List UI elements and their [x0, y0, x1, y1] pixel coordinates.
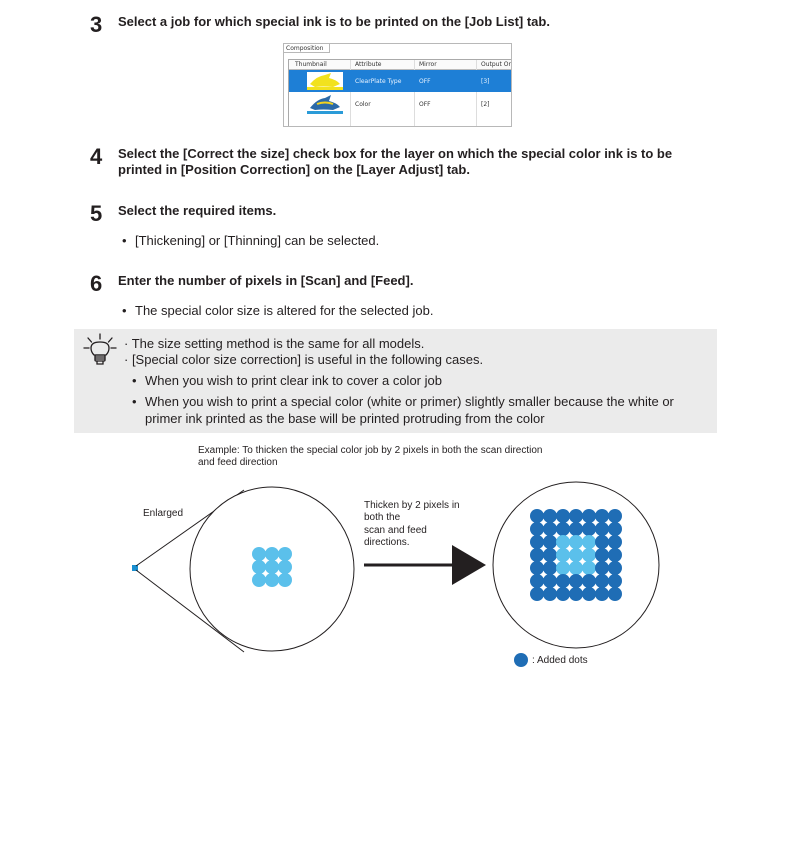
added-dot — [556, 587, 570, 601]
figure-caption-line2: and feed direction — [198, 457, 278, 468]
added-dot — [530, 548, 544, 562]
step-6-number: 6 — [90, 271, 103, 296]
original-dot — [252, 573, 266, 587]
added-dot — [582, 509, 596, 523]
tip-line-1: · The size setting method is the same for all models. — [124, 336, 425, 351]
added-dot — [530, 587, 544, 601]
added-dot — [595, 509, 609, 523]
step-5-title: Select the required items. — [118, 203, 277, 218]
added-dot — [543, 574, 557, 588]
added-dot — [569, 574, 583, 588]
legend-dot — [514, 653, 528, 667]
added-dot — [556, 522, 570, 536]
added-dot — [608, 561, 622, 575]
row-1-mirror: OFF — [419, 78, 431, 85]
original-dot — [265, 547, 279, 561]
step-3-title: Select a job for which special ink is to be printed on the [Job List] tab. — [118, 14, 550, 29]
tip-box — [74, 329, 717, 433]
original-dot — [278, 547, 292, 561]
added-dot — [543, 535, 557, 549]
column-header-thumbnail: Thumbnail — [295, 61, 327, 68]
added-dot — [595, 548, 609, 562]
added-dot — [543, 561, 557, 575]
step-6-title: Enter the number of pixels in [Scan] and [Feed]. — [118, 273, 414, 288]
job-list-grid — [288, 59, 512, 127]
step-4-title-line1: Select the [Correct the size] check box for the layer on which the special color ink is to be — [118, 146, 673, 161]
added-dot — [543, 548, 557, 562]
original-dot — [556, 535, 570, 549]
tip-line-2: · [Special color size correction] is useful in the following cases. — [124, 352, 484, 367]
original-dot — [569, 535, 583, 549]
column-header-attribute: Attribute — [355, 61, 382, 68]
original-dot — [252, 560, 266, 574]
added-dot — [530, 509, 544, 523]
added-dot — [543, 509, 557, 523]
row-2-output: [2] — [481, 101, 490, 108]
original-dot — [265, 560, 279, 574]
row-1-attribute: ClearPlate Type — [355, 78, 402, 85]
column-header-output: Output Or — [481, 61, 511, 68]
thicken-label-line3: scan and feed — [364, 525, 427, 536]
added-dot — [569, 587, 583, 601]
added-dot — [608, 522, 622, 536]
tip-bullet-1: • When you wish to print clear ink to cover a color job — [145, 373, 442, 389]
thicken-label-line1: Thicken by 2 pixels in — [364, 500, 460, 511]
original-dot — [582, 535, 596, 549]
step-5-number: 5 — [90, 201, 103, 226]
original-dot — [265, 573, 279, 587]
added-dot — [608, 535, 622, 549]
job-list-screenshot — [283, 43, 512, 127]
added-dot — [530, 574, 544, 588]
thicken-label-line4: directions. — [364, 537, 410, 548]
added-dot — [582, 587, 596, 601]
enlarged-marker — [132, 565, 138, 571]
thicken-label-line2: both the — [364, 512, 401, 523]
original-dot — [569, 548, 583, 562]
added-dot — [608, 574, 622, 588]
original-dot — [556, 548, 570, 562]
original-dot — [556, 561, 570, 575]
added-dot — [543, 522, 557, 536]
original-dot — [278, 573, 292, 587]
original-dot — [582, 561, 596, 575]
step-6-bullet: • The special color size is altered for the selected job. — [135, 303, 433, 319]
lightbulb-icon — [82, 333, 118, 369]
tip-bullet-2: • When you wish to print a special color (white or primer) slightly smaller because the white or — [145, 394, 674, 410]
added-dot — [569, 522, 583, 536]
color-thumbnail — [307, 94, 343, 114]
row-2-attribute: Color — [355, 101, 371, 108]
row-1-output: [3] — [481, 78, 490, 85]
added-dot — [556, 509, 570, 523]
added-dot — [608, 548, 622, 562]
original-dot — [278, 560, 292, 574]
original-dots — [252, 547, 292, 587]
table-row[interactable] — [289, 70, 512, 92]
original-dot — [582, 548, 596, 562]
size-correction-diagram — [0, 470, 791, 680]
added-dot — [595, 535, 609, 549]
added-dot — [595, 587, 609, 601]
column-header-mirror: Mirror — [419, 61, 437, 68]
legend-label: : Added dots — [532, 655, 588, 666]
composition-tab: Composition — [284, 44, 330, 53]
added-dot — [595, 522, 609, 536]
original-dot — [569, 561, 583, 575]
added-dot — [530, 522, 544, 536]
step-3-number: 3 — [90, 12, 103, 37]
added-dot — [543, 587, 557, 601]
added-dot — [608, 587, 622, 601]
grid-header — [289, 60, 512, 70]
added-dot — [582, 522, 596, 536]
added-dot — [595, 561, 609, 575]
added-dot — [530, 535, 544, 549]
original-dot — [252, 547, 266, 561]
added-dot — [530, 561, 544, 575]
added-dot — [582, 574, 596, 588]
table-row[interactable] — [289, 93, 512, 115]
added-dot — [608, 509, 622, 523]
arrow-head — [452, 545, 486, 585]
enlarged-label: Enlarged — [143, 508, 184, 519]
step-4-title-line2: printed in [Position Correction] on the [Layer Adjust] tab. — [118, 162, 470, 177]
figure-caption-line1: Example: To thicken the special color job by 2 pixels in both the scan direction — [198, 445, 543, 456]
step-5-bullet: • [Thickening] or [Thinning] can be selected. — [135, 233, 379, 249]
added-dot — [595, 574, 609, 588]
row-2-mirror: OFF — [419, 101, 431, 108]
added-dot — [569, 509, 583, 523]
tip-bullet-2-continued: primer ink printed as the base will be printed protruding from the color — [145, 411, 545, 426]
added-dot — [556, 574, 570, 588]
clear-plate-thumbnail — [307, 72, 343, 90]
step-4-number: 4 — [90, 144, 103, 169]
